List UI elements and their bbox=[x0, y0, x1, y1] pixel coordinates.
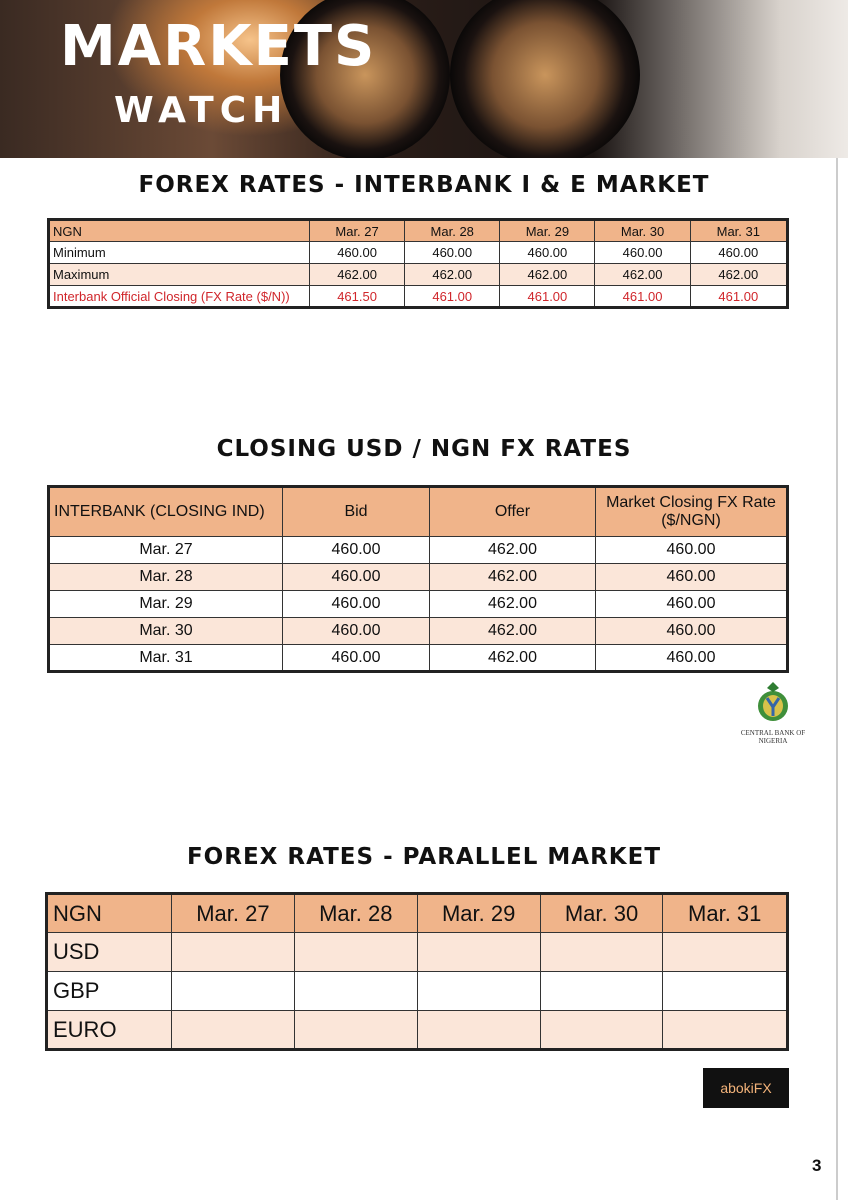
cell: Mar. 30 bbox=[49, 618, 283, 645]
cell: GBP bbox=[47, 972, 172, 1011]
header-cell: INTERBANK (CLOSING IND) bbox=[49, 487, 283, 537]
cell: Mar. 28 bbox=[49, 564, 283, 591]
section-title-closing: CLOSING USD / NGN FX RATES bbox=[216, 436, 632, 462]
cell: Maximum bbox=[49, 264, 310, 286]
cell: Mar. 27 bbox=[49, 537, 283, 564]
cell: 460.00 bbox=[310, 242, 405, 264]
cell bbox=[540, 1011, 663, 1050]
cell: 462.00 bbox=[430, 591, 596, 618]
header-cell: NGN bbox=[47, 894, 172, 933]
cell: 460.00 bbox=[595, 242, 690, 264]
cell: 462.00 bbox=[310, 264, 405, 286]
cell: 462.00 bbox=[430, 618, 596, 645]
cell: 460.00 bbox=[283, 537, 430, 564]
header-cell: Mar. 31 bbox=[690, 220, 787, 242]
header-cell: NGN bbox=[49, 220, 310, 242]
section-title-parallel: FOREX RATES - PARALLEL MARKET bbox=[186, 844, 662, 870]
cell: 460.00 bbox=[596, 537, 788, 564]
cbn-crest-icon bbox=[753, 680, 793, 724]
header-cell: Mar. 30 bbox=[540, 894, 663, 933]
header-cell: Mar. 30 bbox=[595, 220, 690, 242]
header-cell: Market Closing FX Rate ($/NGN) bbox=[596, 487, 788, 537]
section-title-interbank: FOREX RATES - INTERBANK I & E MARKET bbox=[138, 172, 710, 198]
cell: 462.00 bbox=[430, 564, 596, 591]
abokifx-source-badge: abokiFX bbox=[703, 1068, 789, 1108]
cell bbox=[294, 1011, 417, 1050]
cell: EURO bbox=[47, 1011, 172, 1050]
header-cell: Mar. 27 bbox=[310, 220, 405, 242]
cbn-caption: CENTRAL BANK OF NIGERIA bbox=[740, 729, 806, 745]
table-row bbox=[47, 972, 788, 1011]
page-number: 3 bbox=[812, 1156, 822, 1175]
cell: 461.50 bbox=[310, 286, 405, 308]
header-banner bbox=[0, 0, 848, 158]
cell: 461.00 bbox=[690, 286, 787, 308]
cell bbox=[663, 1011, 788, 1050]
table-header-row bbox=[49, 220, 788, 242]
parallel-market-table bbox=[45, 892, 789, 1051]
cell: Mar. 31 bbox=[49, 645, 283, 672]
table-header-row bbox=[47, 894, 788, 933]
cell: 460.00 bbox=[596, 618, 788, 645]
cell: 460.00 bbox=[283, 591, 430, 618]
cell: Minimum bbox=[49, 242, 310, 264]
cell: 460.00 bbox=[690, 242, 787, 264]
cell: 460.00 bbox=[283, 564, 430, 591]
table-row bbox=[49, 564, 788, 591]
cell: 462.00 bbox=[405, 264, 500, 286]
page-edge bbox=[836, 158, 838, 1200]
cell bbox=[540, 933, 663, 972]
cell bbox=[172, 972, 295, 1011]
cell: 462.00 bbox=[500, 264, 595, 286]
table-row bbox=[49, 645, 788, 672]
closing-rates-table bbox=[47, 485, 789, 673]
cbn-logo bbox=[728, 680, 818, 745]
cell: 462.00 bbox=[595, 264, 690, 286]
header-cell: Mar. 28 bbox=[405, 220, 500, 242]
cell: 460.00 bbox=[596, 645, 788, 672]
cell: 460.00 bbox=[596, 564, 788, 591]
header-cell: Bid bbox=[283, 487, 430, 537]
page-subtitle: WATCH bbox=[114, 90, 289, 131]
cell: 460.00 bbox=[283, 618, 430, 645]
cell: 462.00 bbox=[430, 645, 596, 672]
header-cell: Mar. 29 bbox=[417, 894, 540, 933]
cell bbox=[294, 972, 417, 1011]
header-cell: Mar. 31 bbox=[663, 894, 788, 933]
table-row-official-closing bbox=[49, 286, 788, 308]
header-cell: Mar. 27 bbox=[172, 894, 295, 933]
cell: 462.00 bbox=[690, 264, 787, 286]
interbank-table bbox=[47, 218, 789, 309]
header-cell: Mar. 29 bbox=[500, 220, 595, 242]
table-header-row bbox=[49, 487, 788, 537]
header-cell: Mar. 28 bbox=[294, 894, 417, 933]
cell bbox=[172, 1011, 295, 1050]
table-row bbox=[49, 537, 788, 564]
cell: USD bbox=[47, 933, 172, 972]
cell bbox=[294, 933, 417, 972]
cell bbox=[663, 933, 788, 972]
cell bbox=[417, 1011, 540, 1050]
table-row bbox=[49, 591, 788, 618]
binoculars-image-lens bbox=[450, 0, 640, 158]
cell bbox=[540, 972, 663, 1011]
cell bbox=[417, 933, 540, 972]
cell: 461.00 bbox=[595, 286, 690, 308]
cell: 460.00 bbox=[596, 591, 788, 618]
cell bbox=[172, 933, 295, 972]
cell: 460.00 bbox=[283, 645, 430, 672]
cell: 461.00 bbox=[405, 286, 500, 308]
table-row bbox=[49, 618, 788, 645]
cell: Mar. 29 bbox=[49, 591, 283, 618]
cell: 460.00 bbox=[405, 242, 500, 264]
table-row bbox=[47, 1011, 788, 1050]
cell: Interbank Official Closing (FX Rate ($/N)) bbox=[49, 286, 310, 308]
table-row bbox=[49, 264, 788, 286]
cell bbox=[663, 972, 788, 1011]
header-cell: Offer bbox=[430, 487, 596, 537]
cell bbox=[417, 972, 540, 1011]
cell: 460.00 bbox=[500, 242, 595, 264]
cell: 462.00 bbox=[430, 537, 596, 564]
cell: 461.00 bbox=[500, 286, 595, 308]
page-title: MARKETS bbox=[60, 14, 377, 79]
table-row bbox=[49, 242, 788, 264]
table-row bbox=[47, 933, 788, 972]
